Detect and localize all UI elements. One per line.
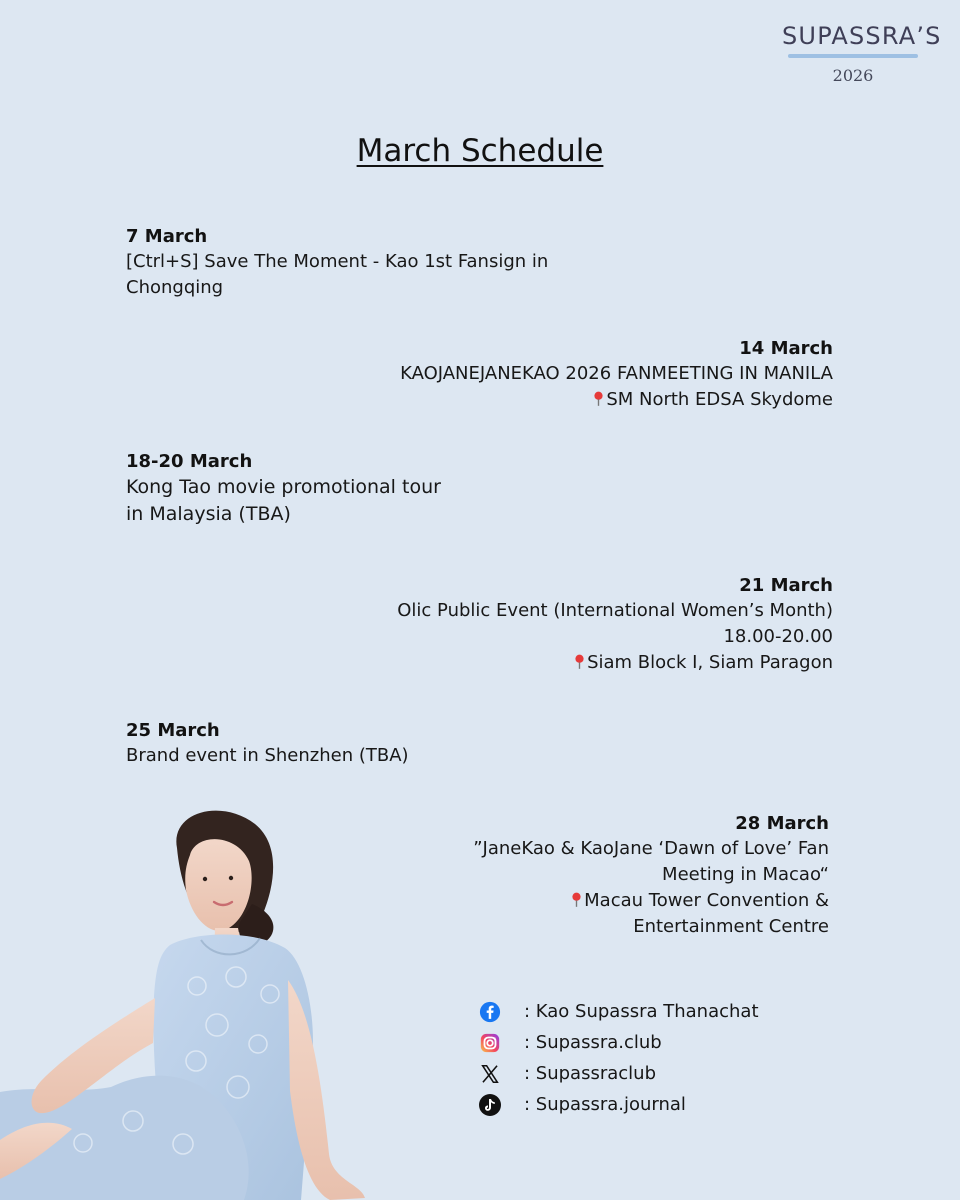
event-date: 7 March xyxy=(126,226,208,247)
event-date: 21 March xyxy=(739,575,833,596)
event-time: 18.00-20.00 xyxy=(723,626,833,647)
brand-underline xyxy=(788,54,918,58)
brand-title: SUPASSRA’S xyxy=(782,22,942,50)
portrait-image xyxy=(0,806,390,1200)
event-title-line: in Malaysia (TBA) xyxy=(126,503,291,525)
location-pin-icon xyxy=(593,391,604,406)
event-date: 25 March xyxy=(126,720,220,741)
event-title-line: Olic Public Event (International Women’s Month) xyxy=(397,600,833,621)
x-handle: : Supassraclub xyxy=(524,1063,656,1084)
social-facebook[interactable] xyxy=(478,996,838,1027)
event-title-line: Meeting in Macao“ xyxy=(662,864,829,885)
location-pin-icon xyxy=(571,892,582,907)
facebook-handle: : Kao Supassra Thanachat xyxy=(524,1001,759,1022)
event-25-march xyxy=(126,719,546,769)
event-location-text: SM North EDSA Skydome xyxy=(606,389,833,410)
event-title-line: Chongqing xyxy=(126,277,224,298)
event-date: 18-20 March xyxy=(126,451,253,472)
event-18-20-march xyxy=(126,450,516,528)
event-21-march xyxy=(313,574,833,676)
event-title-line: Brand event in Shenzhen (TBA) xyxy=(126,745,409,766)
event-location-text: Macau Tower Convention & xyxy=(584,890,829,911)
event-date: 14 March xyxy=(739,338,833,359)
location-pin-icon xyxy=(574,654,585,669)
event-14-march xyxy=(313,337,833,413)
social-links xyxy=(478,996,838,1120)
facebook-icon xyxy=(478,1000,502,1024)
event-location-text: Siam Block I, Siam Paragon xyxy=(587,652,833,673)
instagram-icon xyxy=(478,1031,502,1055)
page-title: March Schedule xyxy=(356,132,604,169)
event-title-line: KAOJANEJANEKAO 2026 FANMEETING IN MANILA xyxy=(400,363,833,384)
tiktok-icon xyxy=(478,1093,502,1117)
event-28-march xyxy=(409,812,829,940)
social-instagram[interactable] xyxy=(478,1027,838,1058)
instagram-handle: : Supassra.club xyxy=(524,1032,662,1053)
event-location xyxy=(313,650,833,676)
event-title-line: Kong Tao movie promotional tour xyxy=(126,476,441,498)
event-location-line: Entertainment Centre xyxy=(633,916,829,937)
event-location xyxy=(313,387,833,413)
tiktok-handle: : Supassra.journal xyxy=(524,1094,686,1115)
social-tiktok[interactable] xyxy=(478,1089,838,1120)
x-icon xyxy=(478,1062,502,1086)
event-date: 28 March xyxy=(735,813,829,834)
event-title-line: [Ctrl+S] Save The Moment - Kao 1st Fansign in xyxy=(126,251,549,272)
event-7-march xyxy=(126,225,646,301)
event-title-line: ”JaneKao & KaoJane ‘Dawn of Love’ Fan xyxy=(473,838,829,859)
event-location xyxy=(409,888,829,914)
brand-logo xyxy=(782,22,942,85)
brand-year: 2026 xyxy=(832,66,874,85)
social-x[interactable] xyxy=(478,1058,838,1089)
